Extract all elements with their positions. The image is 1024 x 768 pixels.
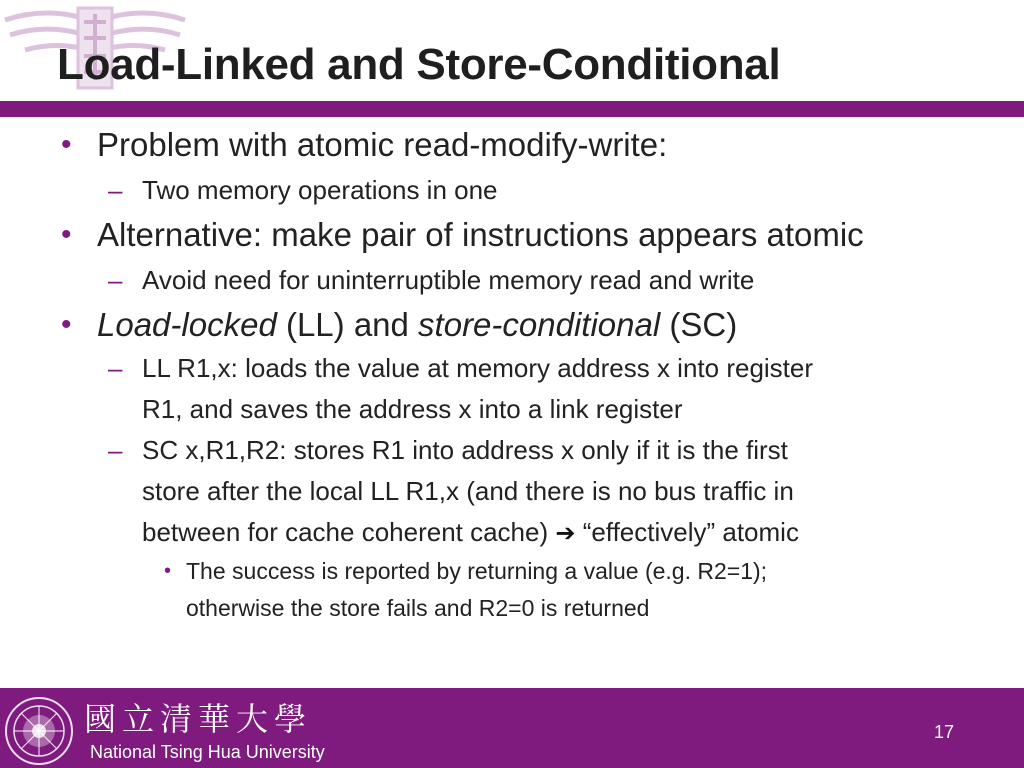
bullet-ll-sc: • Load-locked (LL) and store-conditional (SC) (61, 306, 738, 343)
sub-bullet-avoid-need: – Avoid need for uninterruptible memory read and write (142, 260, 754, 301)
sub-bullet-sc-cont1: store after the local LL R1,x (and there is no bus traffic in (142, 476, 794, 506)
sub-bullet-sc: – SC x,R1,R2: stores R1 into address x only if it is the first (142, 430, 788, 471)
title-divider-bar (0, 101, 1024, 117)
university-name-english: National Tsing Hua University (90, 742, 325, 762)
sub-bullet-sc-cont2: between for cache coherent cache) ➔ “effectively” atomic (142, 512, 799, 554)
page-number: 17 (934, 722, 955, 742)
dash: – (108, 175, 123, 205)
page-title: Load-Linked and Store-Conditional (57, 40, 781, 89)
sub-bullet-two-memory-ops: – Two memory operations in one (142, 170, 498, 211)
dash: – (108, 435, 123, 465)
sub-sub-bullet-success: • The success is reported by returning a value (e.g. R2=1); (186, 553, 767, 590)
bullet-problem: • Problem with atomic read-modify-write: (61, 126, 668, 163)
footer-bar (0, 688, 1024, 768)
university-name-chinese: 國立清華大學 (84, 700, 313, 738)
sub-bullet-ll: – LL R1,x: loads the value at memory address x into register (142, 348, 813, 389)
dash: – (108, 353, 123, 383)
university-seal-logo (4, 696, 74, 766)
bullet-dot: • (164, 560, 172, 582)
bullet-alternative: • Alternative: make pair of instructions appears atomic (61, 216, 864, 253)
bullet-dot: • (61, 218, 72, 251)
sub-bullet-ll-cont: R1, and saves the address x into a link register (142, 394, 683, 424)
bullet-dot: • (61, 308, 72, 341)
bullet-dot: • (61, 128, 72, 161)
sub-sub-bullet-success-cont: otherwise the store fails and R2=0 is returned (186, 595, 650, 621)
right-arrow-icon: ➔ (555, 520, 576, 547)
dash: – (108, 265, 123, 295)
